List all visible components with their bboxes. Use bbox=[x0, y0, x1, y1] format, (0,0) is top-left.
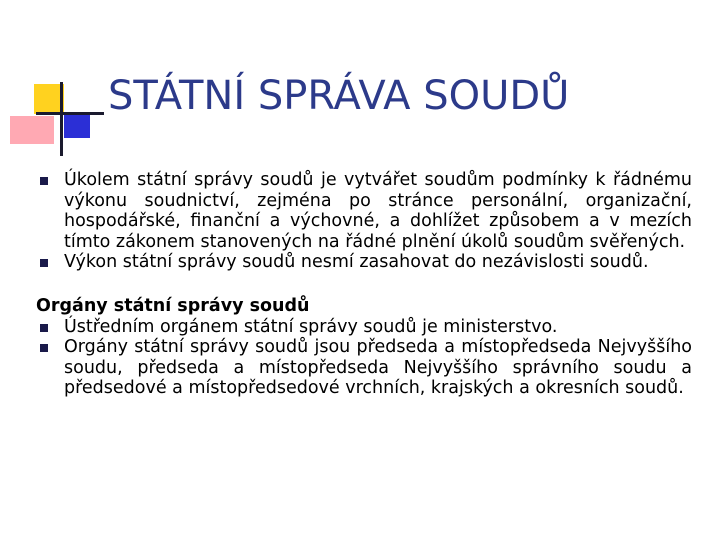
logo-vertical-line bbox=[60, 82, 63, 156]
logo-blue-square bbox=[64, 112, 90, 138]
slide-content bbox=[36, 170, 692, 399]
list-item: Orgány státní správy soudů jsou předseda a místopředseda Nejvyššího soudu, předseda a místopředseda Nejvyššího správního soudu a předsedové a místopředsedové vrchních, krajských a okresních soudů. bbox=[36, 337, 692, 399]
decorative-logo bbox=[0, 0, 110, 160]
bullet-list-bottom bbox=[36, 317, 692, 399]
bullet-list-top bbox=[36, 170, 692, 273]
list-item: Ústředním orgánem státní správy soudů je ministerstvo. bbox=[36, 317, 692, 338]
logo-horizontal-line bbox=[36, 112, 104, 115]
section-heading: Orgány státní správy soudů bbox=[36, 295, 310, 316]
list-item: Úkolem státní správy soudů je vytvářet soudům podmínky k řádnému výkonu soudnictví, zejména po stránce personální, organizační, hospodářské, finanční a výchovné, a dohlížet způsobem a v mezích tímto zákonem stanovených na řádné plnění úkolů soudům svěřených. bbox=[36, 170, 692, 252]
logo-pink-square bbox=[10, 116, 54, 144]
slide-title: STÁTNÍ SPRÁVA SOUDŮ bbox=[108, 73, 570, 119]
list-item: Výkon státní správy soudů nesmí zasahovat do nezávislosti soudů. bbox=[36, 252, 692, 273]
